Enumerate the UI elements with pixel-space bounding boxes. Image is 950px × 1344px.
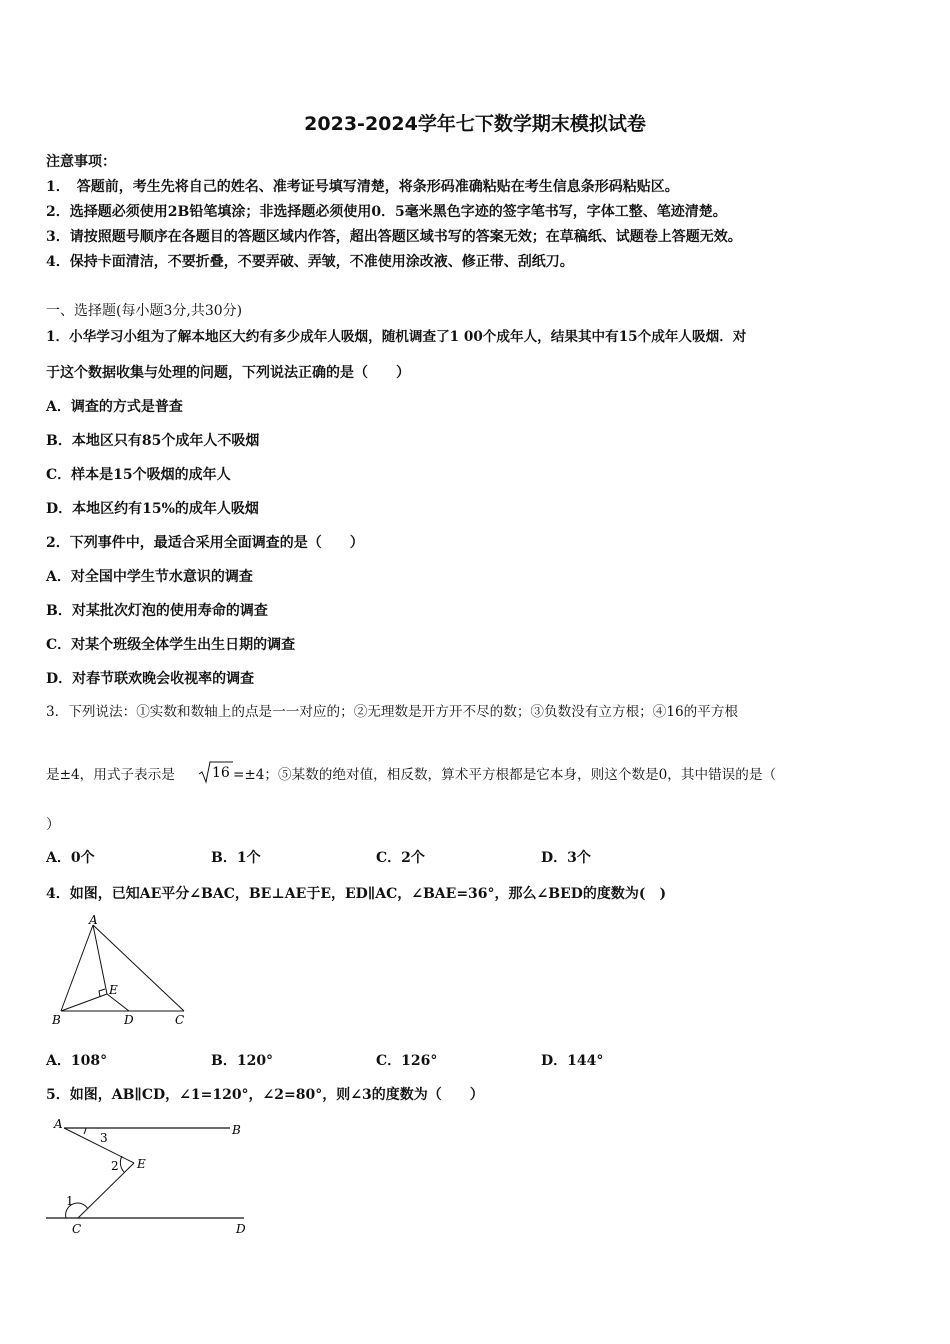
page-title: 2023-2024学年七下数学期末模拟试卷 [304, 113, 646, 135]
q4-label-c: C [175, 1013, 185, 1027]
q5-angle-2-label: 2 [111, 1159, 119, 1173]
q3-options [46, 848, 706, 868]
q3-option-c: C．2个 [376, 850, 425, 866]
q5-parallel-lines-figure [44, 1114, 254, 1239]
q3-option-b: B．1个 [211, 850, 261, 866]
q4-stem: 4．如图，已知AE平分∠BAC，BE⊥AE于E，ED∥AC，∠BAE=36°，那么∠BED的度数为( ) [46, 886, 667, 902]
q1-line2: 于这个数据收集与处理的问题，下列说法正确的是（ ） [46, 365, 410, 381]
q5-angle-3-arc [84, 1128, 86, 1134]
q4-edge-ab [61, 925, 93, 1011]
q4-label-a: A [89, 914, 98, 927]
q4-triangle-figure [44, 914, 194, 1032]
q1-option-b: B．本地区只有85个成年人不吸烟 [46, 433, 260, 449]
q4-label-b: B [52, 1013, 61, 1027]
q4-edge-ac [93, 925, 184, 1011]
sqrt-radicand: 16 [212, 765, 230, 781]
q3-line1: 3．下列说法：①实数和数轴上的点是一一对应的；②无理数是开方开不尽的数；③负数没有立方根；④16的平方根 [46, 704, 739, 720]
q5-label-b: B [232, 1123, 241, 1137]
q4-option-a: A．108° [46, 1053, 108, 1069]
q3-line2a: 是±4，用式子表示是 [46, 767, 175, 783]
notice-item-4: 4．保持卡面清洁，不要折叠，不要弄破、弄皱，不准使用涂改液、修正带、刮纸刀。 [46, 254, 574, 270]
q5-label-c: C [72, 1222, 82, 1236]
q5-segment-ae [64, 1128, 134, 1163]
q5-label-a: A [54, 1117, 63, 1131]
q4-option-b: B．120° [211, 1053, 274, 1069]
notice-item-3: 3．请按照题号顺序在各题目的答题区域内作答，超出答题区域书写的答案无效；在草稿纸、试题卷上答题无效。 [46, 229, 742, 245]
q4-segment-ae [93, 925, 107, 994]
notice-heading: 注意事项： [46, 154, 116, 170]
q4-options [46, 1051, 706, 1071]
q2-option-a: A．对全国中学生节水意识的调查 [46, 569, 253, 585]
section-heading: 一、选择题(每小题3分,共30分) [46, 303, 243, 319]
q2-option-c: C．对某个班级全体学生出生日期的调查 [46, 637, 296, 653]
notice-item-1: 1． 答题前，考生先将自己的姓名、准考证号填写清楚，将条形码准确粘贴在考生信息条形码粘贴区。 [46, 179, 679, 195]
q5-segment-ec [78, 1163, 134, 1218]
q4-option-d: D．144° [541, 1053, 604, 1069]
sqrt-symbol [198, 760, 234, 784]
q3-line2b: =±4；⑤某数的绝对值，相反数，算术平方根都是它本身，则这个数是0，其中错误的是（ [233, 767, 777, 783]
q2-stem: 2．下列事件中，最适合采用全面调查的是（ ） [46, 535, 364, 551]
q2-option-b: B．对某批次灯泡的使用寿命的调查 [46, 603, 268, 619]
q4-label-e: E [109, 983, 118, 997]
q1-line1: 1．小华学习小组为了解本地区大约有多少成年人吸烟，随机调查了1 00个成年人，结果其中有15个成年人吸烟．对 [46, 329, 747, 345]
q1-option-a: A．调查的方式是普查 [46, 399, 183, 415]
q4-option-c: C．126° [376, 1053, 438, 1069]
q1-option-d: D．本地区约有15%的成年人吸烟 [46, 501, 259, 517]
q4-label-d: D [124, 1013, 134, 1027]
q5-label-d: D [236, 1222, 246, 1236]
q1-option-c: C．样本是15个吸烟的成年人 [46, 467, 231, 483]
q5-angle-2-arc [120, 1156, 124, 1172]
q5-label-e: E [137, 1157, 146, 1171]
sqrt-expression [198, 760, 234, 788]
notice-item-2: 2．选择题必须使用2B铅笔填涂；非选择题必须使用0．5毫米黑色字迹的签字笔书写，字体工整、笔迹清楚。 [46, 204, 727, 220]
q5-stem: 5．如图，AB∥CD，∠1=120°，∠2=80°，则∠3的度数为（ ） [46, 1087, 484, 1103]
q3-option-a: A．0个 [46, 850, 95, 866]
q3-option-d: D．3个 [541, 850, 591, 866]
q3-line3: ） [46, 817, 60, 833]
q5-angle-1-label: 1 [66, 1194, 74, 1208]
q2-option-d: D．对春节联欢晚会收视率的调查 [46, 671, 255, 687]
q5-angle-3-label: 3 [100, 1131, 108, 1145]
